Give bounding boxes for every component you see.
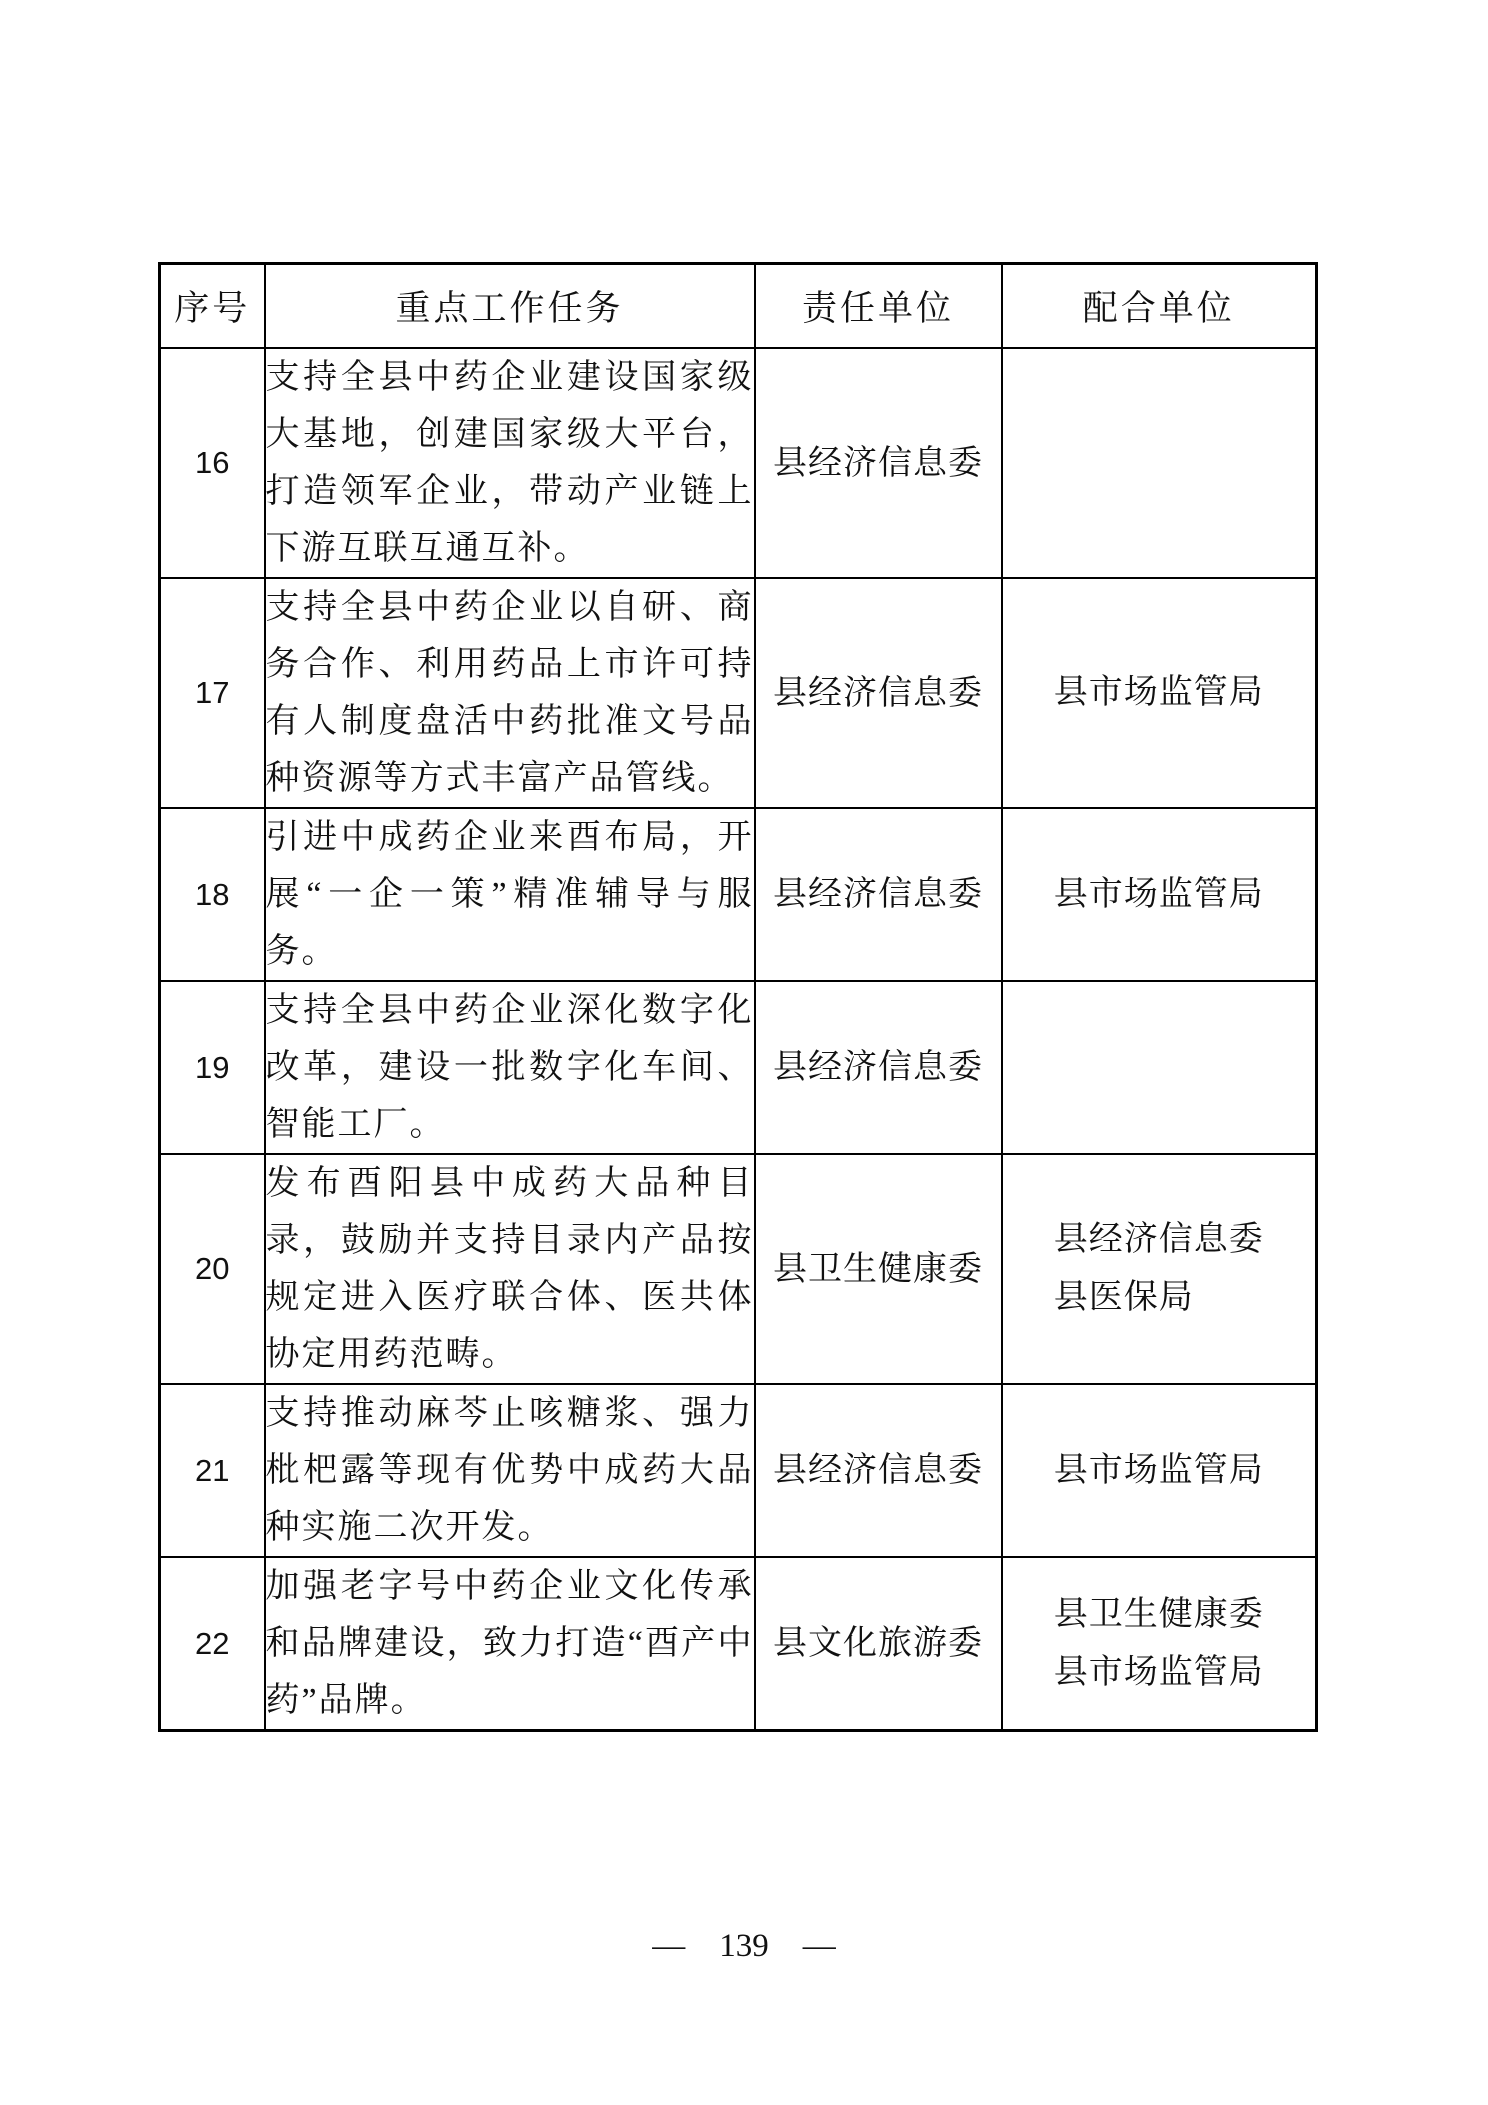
task-cell — [265, 1384, 755, 1557]
cooperating-unit-line: 县医保局 — [1053, 1279, 1194, 1316]
header-serial-number: 序号 — [160, 264, 265, 349]
footer-dash-left: — — [652, 1928, 686, 1964]
responsible-unit: 县经济信息委 — [773, 444, 983, 482]
responsible-unit-cell — [755, 981, 1002, 1154]
serial-number: 22 — [195, 1625, 230, 1661]
cooperating-unit-line: 县市场监管局 — [1053, 1653, 1264, 1691]
cooperating-units — [1054, 1211, 1264, 1327]
cooperating-units — [1054, 664, 1264, 722]
serial-number: 16 — [195, 445, 230, 480]
table-row — [160, 808, 1317, 981]
header-cooperating-unit: 配合单位 — [1002, 264, 1317, 349]
serial-number-cell — [160, 1384, 265, 1557]
responsible-unit: 县经济信息委 — [773, 1452, 983, 1489]
cooperating-unit-cell — [1002, 808, 1317, 981]
task-text: 支持全县中药企业深化数字化改革，建设一批数字化车间、智能工厂。 — [265, 992, 754, 1143]
responsible-unit-cell — [755, 1384, 1002, 1557]
table-row — [160, 348, 1317, 578]
serial-number: 17 — [195, 675, 230, 710]
cooperating-unit-line: 县市场监管局 — [1053, 875, 1264, 913]
cooperating-units — [1054, 1586, 1264, 1702]
page-footer — [0, 1928, 1488, 1965]
serial-number: 20 — [195, 1251, 230, 1286]
cooperating-unit-line: 县市场监管局 — [1053, 1451, 1264, 1489]
task-text: 加强老字号中药企业文化传承和品牌建设，致力打造“酉产中药”品牌。 — [265, 1568, 754, 1719]
cooperating-unit-cell — [1002, 1557, 1317, 1731]
cooperating-unit-line: 县市场监管局 — [1053, 674, 1264, 711]
responsible-unit-cell — [755, 1154, 1002, 1384]
table-row — [160, 578, 1317, 808]
serial-number-cell — [160, 348, 265, 578]
cooperating-units — [1054, 1442, 1264, 1500]
cooperating-unit-line: 县经济信息委 — [1053, 1221, 1264, 1258]
serial-number-cell — [160, 1154, 265, 1384]
task-cell — [265, 808, 755, 981]
responsible-unit: 县经济信息委 — [773, 876, 983, 913]
responsible-unit-cell — [755, 348, 1002, 578]
cooperating-unit-cell — [1002, 348, 1317, 578]
table-row — [160, 1384, 1317, 1557]
task-text: 发布酉阳县中成药大品种目录，鼓励并支持目录内产品按规定进入医疗联合体、医共体协定用药范畴。 — [265, 1165, 754, 1373]
header-responsible-unit: 责任单位 — [755, 264, 1002, 349]
task-text: 支持全县中药企业建设国家级大基地，创建国家级大平台，打造领军企业，带动产业链上下游互联互通互补。 — [265, 359, 754, 567]
responsible-unit: 县经济信息委 — [773, 1049, 983, 1086]
task-text: 支持推动麻芩止咳糖浆、强力枇杷露等现有优势中成药大品种实施二次开发。 — [265, 1395, 754, 1546]
footer-dash-right: — — [802, 1928, 836, 1964]
cooperating-unit-cell — [1002, 1384, 1317, 1557]
responsible-unit: 县文化旅游委 — [773, 1625, 983, 1662]
task-cell — [265, 578, 755, 808]
cooperating-unit-cell — [1002, 578, 1317, 808]
cooperating-units — [1054, 866, 1264, 924]
serial-number-cell — [160, 981, 265, 1154]
task-cell — [265, 348, 755, 578]
task-cell — [265, 1557, 755, 1731]
page-number: 139 — [719, 1928, 769, 1964]
table-row — [160, 981, 1317, 1154]
task-cell — [265, 1154, 755, 1384]
cooperating-unit-line: 县卫生健康委 — [1053, 1595, 1264, 1633]
task-text: 支持全县中药企业以自研、商务合作、利用药品上市许可持有人制度盘活中药批准文号品种资源等方式丰富产品管线。 — [265, 589, 754, 797]
serial-number-cell — [160, 808, 265, 981]
responsible-unit: 县卫生健康委 — [773, 1250, 983, 1288]
serial-number: 19 — [195, 1049, 230, 1085]
table-header-row — [160, 264, 1317, 349]
header-key-task: 重点工作任务 — [265, 264, 755, 349]
cooperating-unit-cell — [1002, 981, 1317, 1154]
table-row — [160, 1154, 1317, 1384]
cooperating-unit-cell — [1002, 1154, 1317, 1384]
task-text: 引进中成药企业来酉布局，开展“一企一策”精准辅导与服务。 — [265, 819, 754, 970]
responsible-unit: 县经济信息委 — [773, 674, 983, 712]
serial-number-cell — [160, 578, 265, 808]
table-row — [160, 1557, 1317, 1731]
responsible-unit-cell — [755, 808, 1002, 981]
responsible-unit-cell — [755, 1557, 1002, 1731]
task-cell — [265, 981, 755, 1154]
work-tasks-table — [158, 262, 1318, 1732]
serial-number-cell — [160, 1557, 265, 1731]
serial-number: 18 — [195, 876, 230, 912]
serial-number: 21 — [195, 1452, 230, 1488]
responsible-unit-cell — [755, 578, 1002, 808]
